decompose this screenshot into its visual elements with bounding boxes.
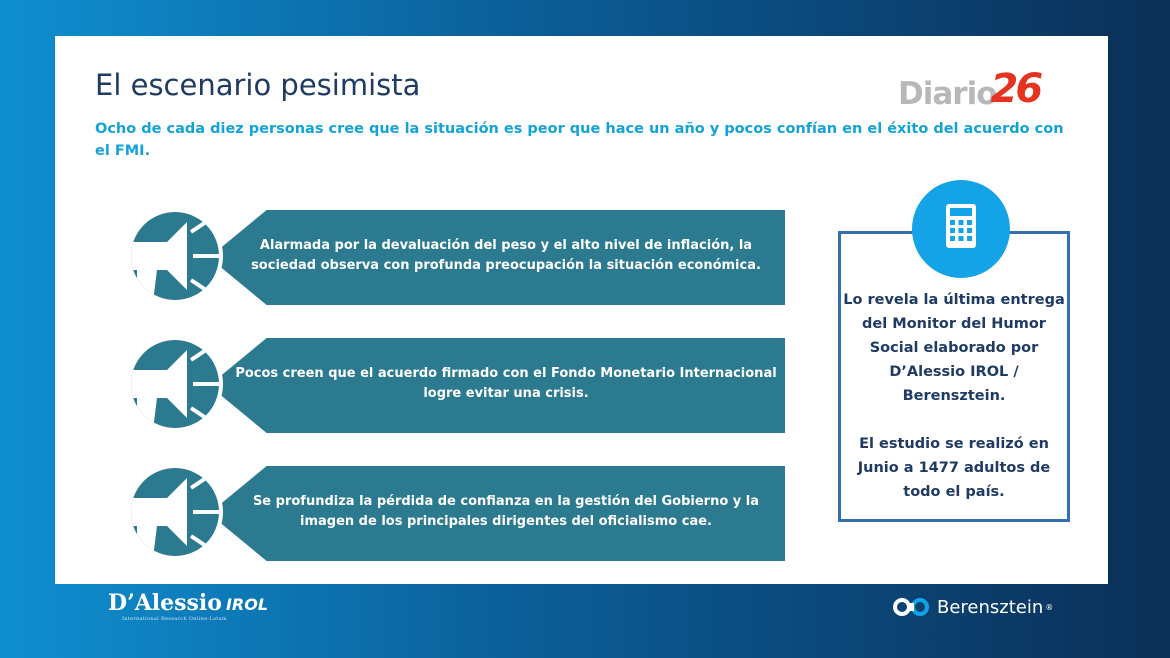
statement-text: Se profundiza la pérdida de confianza en la gestión del Gobierno y la imagen de los principales dirigentes del oficialismo cae. [252, 494, 760, 529]
berensztein-brand: Berensztein [937, 596, 1044, 618]
dalessio-irol-logo [108, 590, 268, 616]
megaphone-icon [127, 208, 223, 304]
statement-text: Alarmada por la devaluación del peso y el alto nivel de inflación, la sociedad observa con profunda preocupación la situación económica. [251, 238, 761, 273]
dalessio-brand: D’Alessio [108, 590, 222, 616]
statement-item [125, 462, 785, 562]
calculator-icon [912, 180, 1010, 278]
statement-item [125, 334, 785, 434]
footer-bar [0, 584, 1170, 658]
berensztein-mark-icon [893, 597, 929, 617]
berensztein-logo [893, 594, 1053, 620]
slide-panel [55, 36, 1108, 584]
info-text [841, 288, 1067, 504]
dalessio-tagline: International Research Online-Latam [122, 616, 227, 622]
slide-title: El escenario pesimista [95, 68, 421, 102]
info-paragraph: El estudio se realizó en Junio a 1477 adultos de todo el país. [857, 436, 1051, 500]
diario26-logo [898, 66, 1040, 116]
megaphone-icon [127, 336, 223, 432]
slide-subtitle: Ocho de cada diez personas cree que la situación es peor que hace un año y pocos confían en el éxito del acuerdo con el FMI. [95, 121, 1064, 159]
statement-item [125, 206, 785, 306]
statement-text: Pocos creen que el acuerdo firmado con el Fondo Monetario Internacional logre evitar una crisis. [235, 366, 777, 401]
registered-mark: ® [1045, 602, 1054, 612]
megaphone-icon [127, 464, 223, 560]
irol-brand: IROL [225, 595, 269, 614]
info-paragraph: Lo revela la última entrega del Monitor del Humor Social elaborado por D’Alessio IROL / Berensztein. [843, 292, 1065, 404]
logo-number: 26 [990, 66, 1041, 112]
logo-text: Diario [898, 76, 997, 112]
